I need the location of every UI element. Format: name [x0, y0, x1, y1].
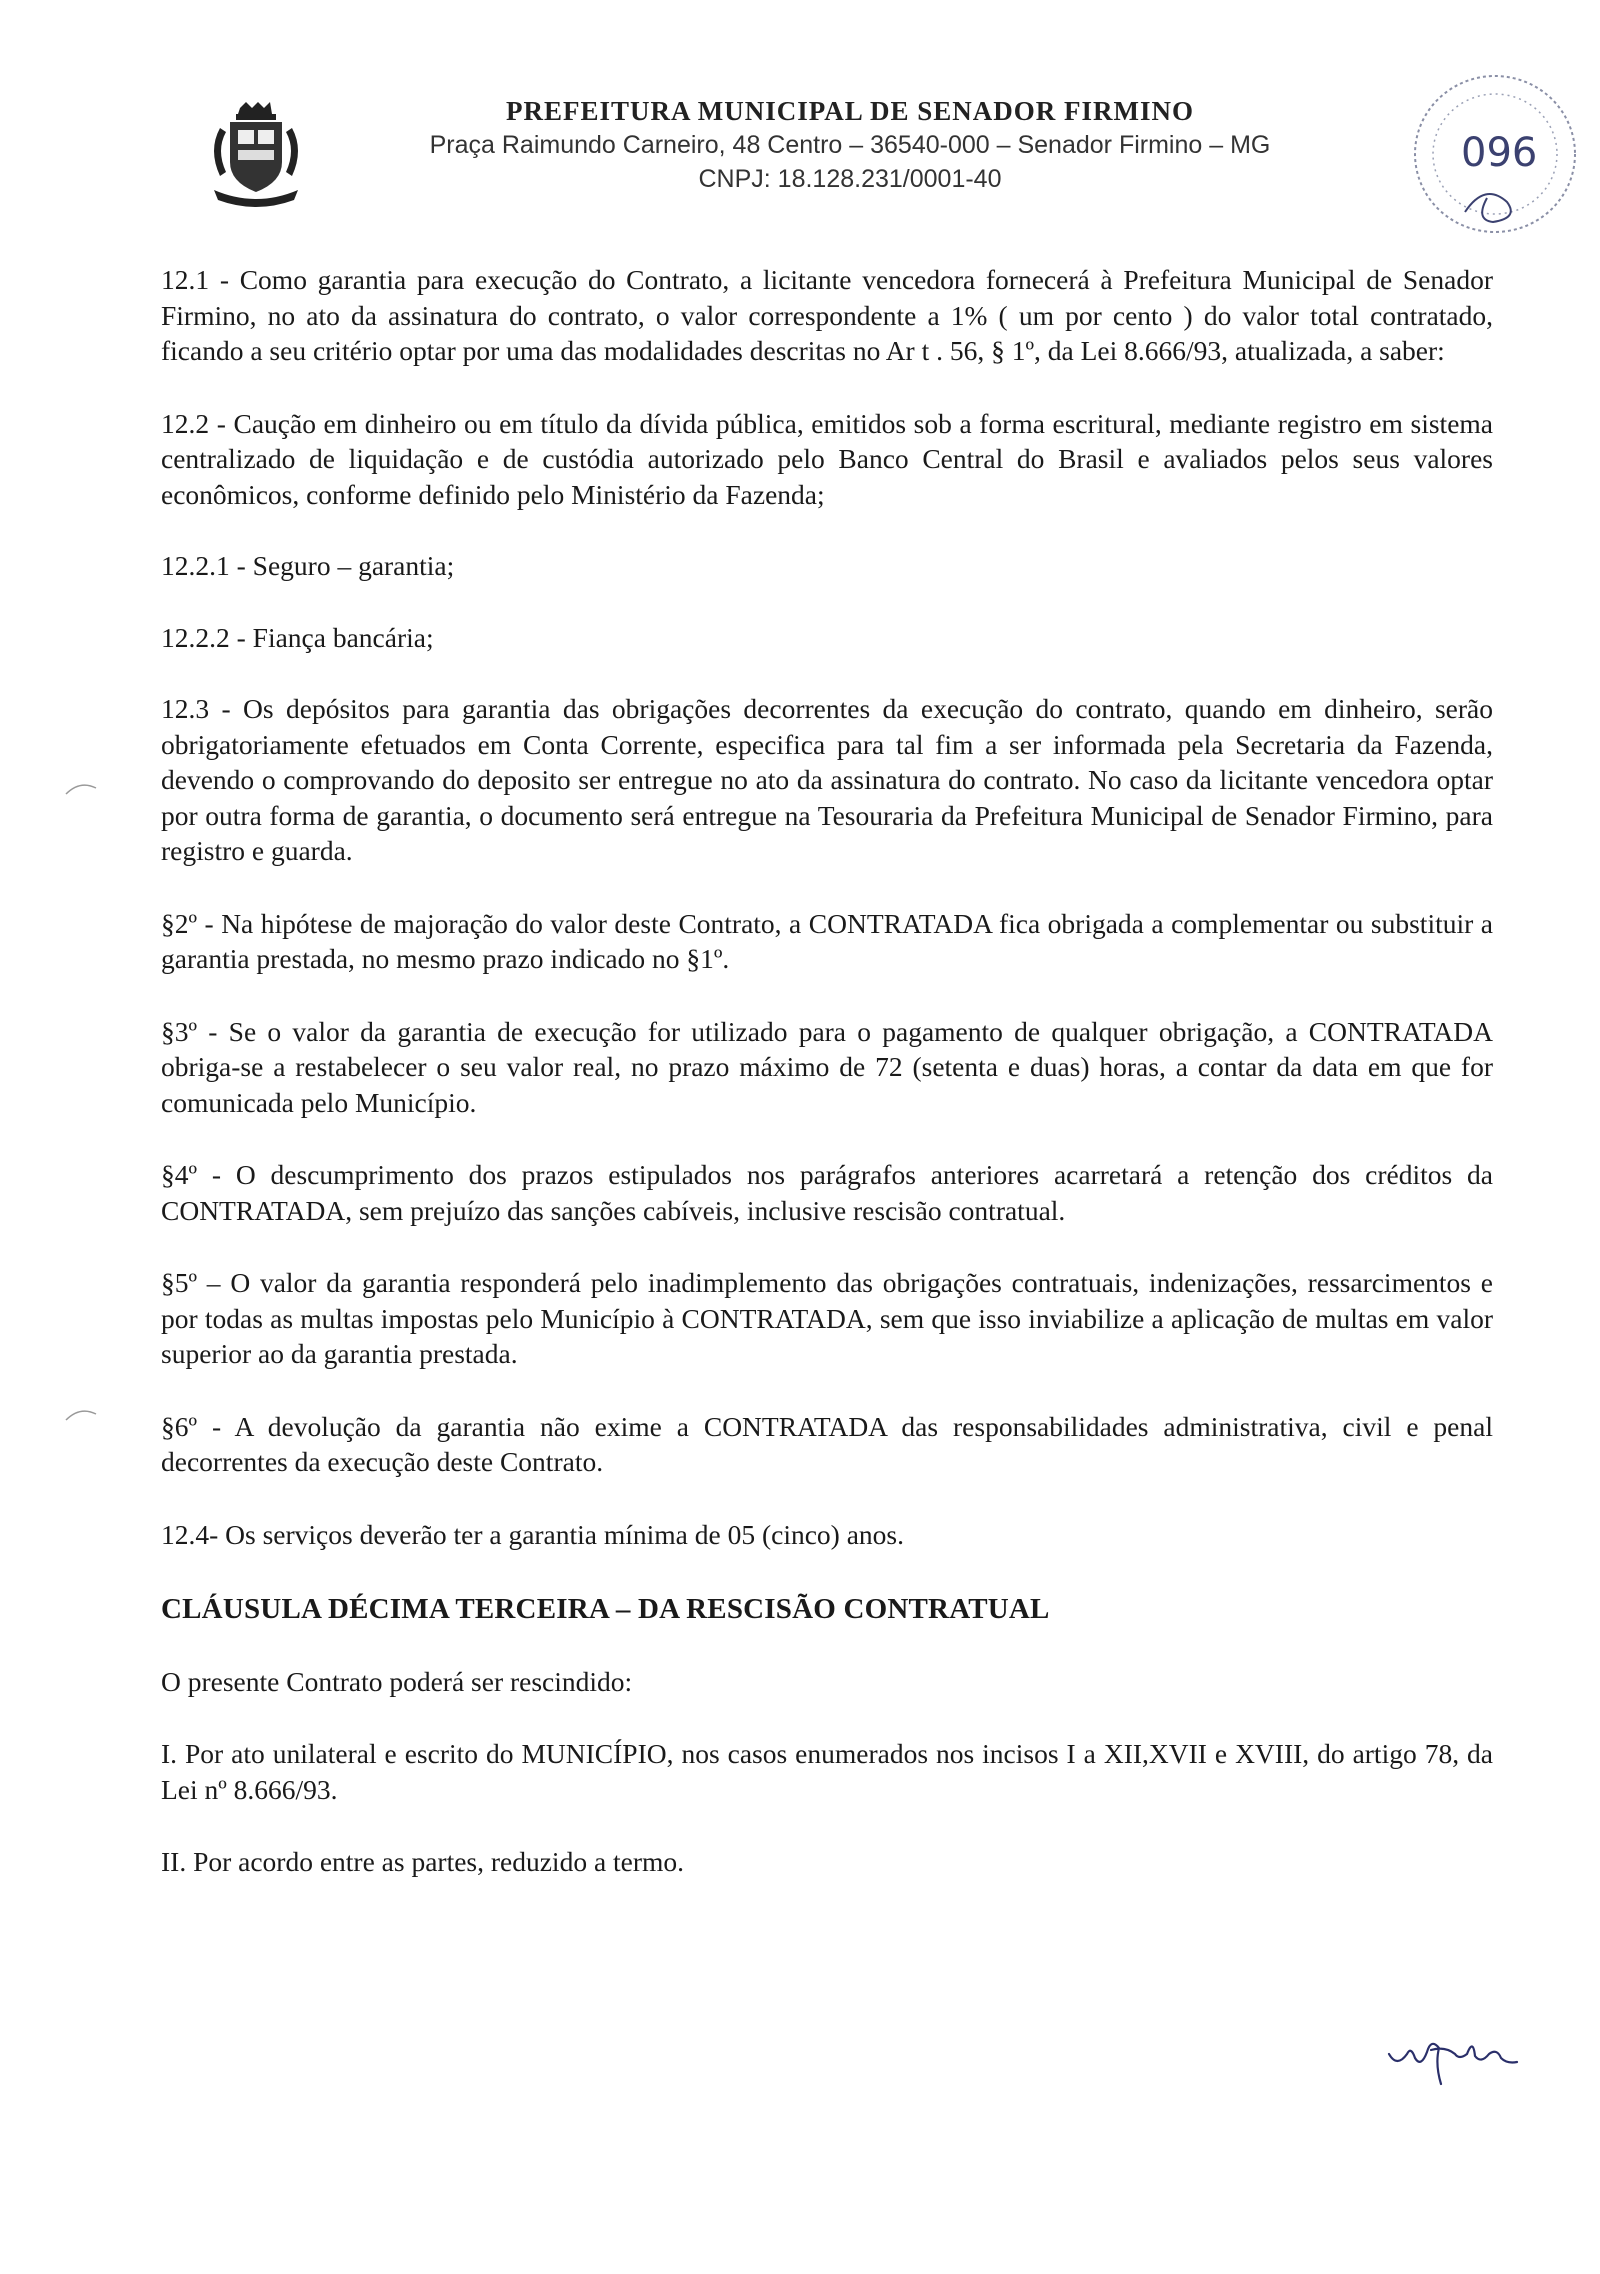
clause-12-1: 12.1 - Como garantia para execução do Contrato, a licitante vencedora fornecerá à Prefeitura Municipal de Senador Firmino, no ato da assinatura do contrato, o valor correspondente a 1% ( um por cento ) do valor total contratado, ficando a seu critério optar por uma das modalidades descritas no Ar t . 56, § 1º, da Lei 8.666/93, atualizada, a saber: [161, 264, 1493, 366]
paragraph-2: §2º - Na hipótese de majoração do valor deste Contrato, a CONTRATADA fica obrigada a complementar ou substituir a garantia prestada, no mesmo prazo indicado no §1º. [161, 907, 1493, 974]
clause-13-item-2: II. Por acordo entre as partes, reduzido a termo. [161, 1846, 685, 1877]
letterhead-title: PREFEITURA MUNICIPAL DE SENADOR FIRMINO [505, 96, 1195, 126]
paragraph-4: §4º - O descumprimento dos prazos estipulados nos parágrafos anteriores acarretará a retenção dos créditos da CONTRATADA, sem prejuízo das sanções cabíveis, inclusive rescisão contratual. [161, 1159, 1493, 1226]
clause-13-intro: O presente Contrato poderá ser rescindido: [161, 1665, 633, 1697]
clause-12-2-1: 12.2.1 - Seguro – garantia; [161, 550, 455, 581]
letterhead [340, 94, 1360, 196]
stamp-number: 096 [1461, 130, 1538, 176]
clause-12-4: 12.4- Os serviços deverão ter a garantia mínima de 05 (cinco) anos. [161, 1518, 904, 1550]
clause-12-3: 12.3 - Os depósitos para garantia das obrigações decorrentes da execução do contrato, quando em dinheiro, serão obrigatoriamente efetuados em Conta Corrente, especifica para tal fim a ser informada pela Secretaria da Fazenda, devendo o comprovando do deposito ser entregue no ato da assinatura do contrato. No caso da licitante vencedora optar por outra forma de garantia, o documento será entregue na Tesouraria da Prefeitura Municipal de Senador Firmino, para registro e guarda. [161, 693, 1493, 866]
signature-initials [1385, 2024, 1520, 2094]
letterhead-cnpj: CNPJ: 18.128.231/0001-40 [698, 165, 1002, 193]
letterhead-address: Praça Raimundo Carneiro, 48 Centro – 36540-000 – Senador Firmino – MG [429, 131, 1271, 159]
clause-13-heading: CLÁUSULA DÉCIMA TERCEIRA – DA RESCISÃO CONTRATUAL [161, 1593, 1050, 1625]
margin-mark [62, 778, 102, 798]
coat-of-arms-icon [200, 100, 310, 210]
document-body [161, 262, 1493, 1880]
paragraph-3: §3º - Se o valor da garantia de execução for utilizado para o pagamento de qualquer obrigação, a CONTRATADA obriga-se a restabelecer o seu valor real, no prazo máximo de 72 (setenta e duas) horas, a contar da data em que for comunicada pelo Município. [161, 1015, 1493, 1118]
page-number-stamp [1395, 62, 1595, 247]
margin-mark [62, 1404, 102, 1424]
paragraph-6: §6º - A devolução da garantia não exime a CONTRATADA das responsabilidades administrativa, civil e penal decorrentes da execução deste Contrato. [161, 1410, 1493, 1477]
clause-12-2-2: 12.2.2 - Fiança bancária; [161, 621, 434, 653]
clause-12-2: 12.2 - Caução em dinheiro ou em título da dívida pública, emitidos sob a forma escritural, mediante registro em sistema centralizado de liquidação e de custódia autorizado pelo Banco Central do Brasil e avaliados pelos seus valores econômicos, conforme definido pelo Ministério da Fazenda; [161, 407, 1493, 510]
paragraph-5: §5º – O valor da garantia responderá pelo inadimplemento das obrigações contratuais, indenizações, ressarcimentos e por todas as multas impostas pelo Município à CONTRATADA, sem que isso inviabilize a aplicação de multas em valor superior ao da garantia prestada. [161, 1267, 1493, 1369]
clause-13-item-1: I. Por ato unilateral e escrito do MUNICÍPIO, nos casos enumerados nos incisos I a XII,XVII e XVIII, do artigo 78, da Lei nº 8.666/93. [161, 1738, 1493, 1805]
